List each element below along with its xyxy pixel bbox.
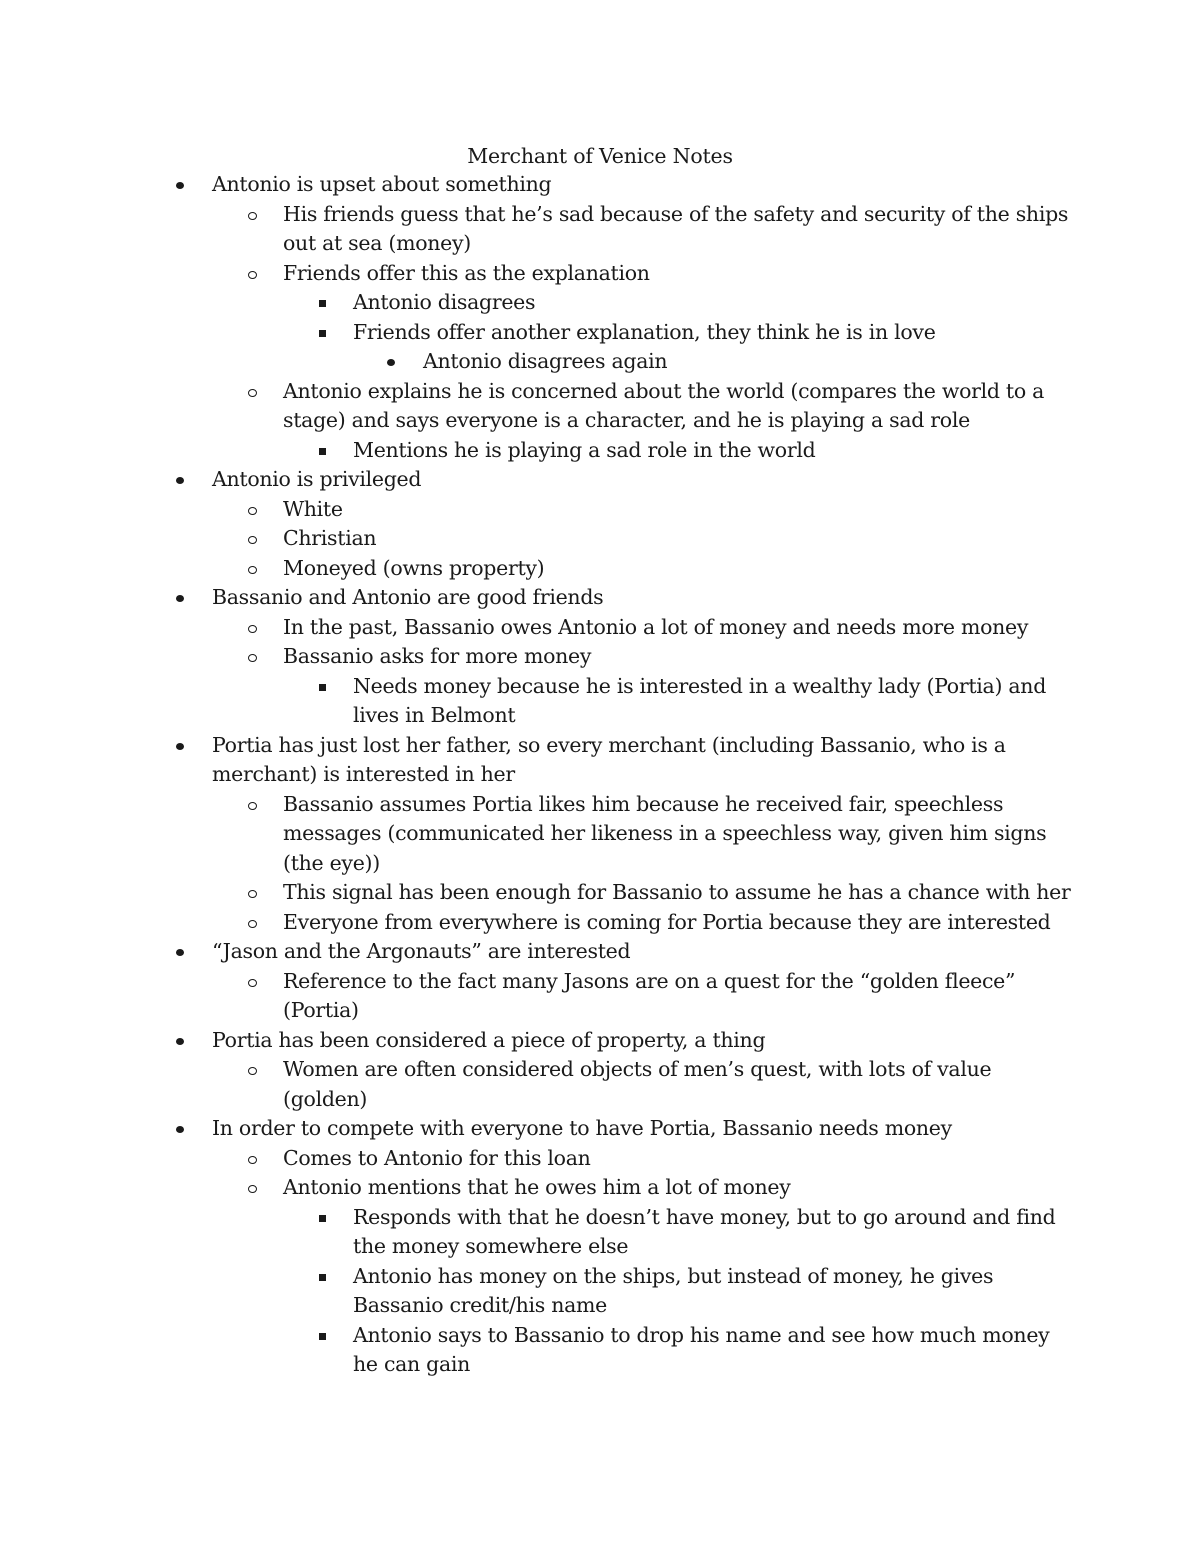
hollow-bullet-icon	[248, 200, 268, 230]
list-item-text: Antonio explains he is concerned about the world (compares the world to a stage) and says everyone is a character, and he is playing a sad role	[283, 378, 1045, 432]
filled-bullet-icon	[175, 170, 195, 200]
hollow-bullet-icon	[248, 878, 268, 908]
list-item-text: “Jason and the Argonauts” are interested	[212, 939, 631, 963]
list-item-text: Bassanio and Antonio are good friends	[212, 585, 604, 609]
list-item-text: In the past, Bassanio owes Antonio a lot of money and needs more money	[283, 614, 1029, 639]
filled-bullet-icon	[175, 1114, 195, 1144]
square-bullet-icon	[318, 318, 338, 348]
list-item-text: Friends offer this as the explanation	[283, 260, 650, 285]
list-item-text: Antonio mentions that he owes him a lot of money	[283, 1175, 791, 1199]
hollow-bullet-icon	[248, 259, 268, 289]
list-item	[283, 259, 1073, 289]
list-item	[212, 465, 1072, 495]
list-item	[283, 524, 1073, 554]
list-item-text: This signal has been enough for Bassanio to assume he has a chance with her	[283, 880, 1071, 904]
hollow-bullet-icon	[248, 790, 268, 820]
filled-bullet-icon	[175, 937, 195, 967]
list-item-text: Portia has just lost her father, so every merchant (including Bassanio, who is a merchant) is interested in her	[212, 732, 1006, 786]
list-item	[283, 878, 1073, 908]
square-bullet-icon	[318, 1321, 338, 1351]
list-item-text: Friends offer another explanation, they think he is in love	[353, 319, 936, 344]
list-item	[212, 731, 1072, 790]
list-item	[283, 642, 1073, 672]
hollow-bullet-icon	[248, 613, 268, 643]
list-item-text: Portia has been considered a piece of property, a thing	[212, 1027, 766, 1052]
square-bullet-icon	[318, 1262, 338, 1292]
list-item-text: Women are often considered objects of men’s quest, with lots of value (golden)	[283, 1057, 992, 1111]
list-item	[283, 200, 1073, 259]
hollow-bullet-icon	[248, 967, 268, 997]
list-item-text: Antonio disagrees	[353, 290, 536, 314]
hollow-bullet-icon	[248, 495, 268, 525]
hollow-bullet-icon	[248, 554, 268, 584]
list-item	[212, 937, 1072, 967]
filled-bullet-icon	[175, 465, 195, 495]
list-item	[283, 495, 1073, 525]
list-item	[283, 1055, 1073, 1114]
list-item-text: White	[283, 496, 343, 521]
hollow-bullet-icon	[248, 1173, 268, 1203]
list-item-text: Comes to Antonio for this loan	[283, 1145, 591, 1170]
list-item-text: Reference to the fact many Jasons are on a quest for the “golden fleece” (Portia)	[283, 968, 1016, 1022]
square-bullet-icon	[318, 436, 338, 466]
notes-outline	[0, 170, 1200, 1380]
list-item-text: Everyone from everywhere is coming for Portia because they are interested	[283, 909, 1051, 934]
filled-bullet-icon	[175, 731, 195, 761]
list-item	[283, 377, 1073, 436]
list-item	[283, 613, 1073, 643]
list-item	[353, 1262, 1073, 1321]
hollow-bullet-icon	[248, 1055, 268, 1085]
list-item	[283, 554, 1073, 584]
list-item	[353, 1321, 1073, 1380]
list-item	[212, 583, 1072, 613]
list-item	[283, 1144, 1073, 1174]
list-item	[353, 318, 1073, 348]
hollow-bullet-icon	[248, 642, 268, 672]
list-item-text: Mentions he is playing a sad role in the world	[353, 437, 816, 462]
list-item	[283, 1173, 1073, 1203]
list-item-text: Antonio is upset about something	[212, 172, 552, 196]
list-item	[212, 1114, 1072, 1144]
list-item-text: Needs money because he is interested in a wealthy lady (Portia) and lives in Belmont	[353, 673, 1047, 727]
list-item-text: Antonio says to Bassanio to drop his name and see how much money he can gain	[353, 1322, 1050, 1376]
list-item	[353, 1203, 1073, 1262]
list-item	[423, 347, 1073, 377]
filled-bullet-icon	[175, 1026, 195, 1056]
list-item	[283, 967, 1073, 1026]
list-item-text: Christian	[283, 526, 377, 550]
hollow-bullet-icon	[248, 1144, 268, 1174]
hollow-bullet-icon	[248, 524, 268, 554]
list-item	[283, 790, 1073, 879]
list-item	[353, 672, 1073, 731]
list-item	[212, 170, 1072, 200]
list-item	[353, 288, 1073, 318]
square-bullet-icon	[318, 672, 338, 702]
filled-bullet-icon	[175, 583, 195, 613]
hollow-bullet-icon	[248, 908, 268, 938]
hollow-bullet-icon	[248, 377, 268, 407]
list-item-text: His friends guess that he’s sad because of the safety and security of the ships out at sea (money)	[283, 201, 1069, 255]
list-item-text: In order to compete with everyone to have Portia, Bassanio needs money	[212, 1116, 952, 1140]
filled-bullet-icon	[386, 347, 406, 377]
list-item	[353, 436, 1073, 466]
list-item-text: Responds with that he doesn’t have money, but to go around and find the money somewhere else	[353, 1204, 1056, 1258]
list-item-text: Bassanio asks for more money	[283, 644, 592, 668]
list-item	[212, 1026, 1072, 1056]
list-item	[283, 908, 1073, 938]
list-item-text: Moneyed (owns property)	[283, 555, 545, 580]
list-item-text: Antonio disagrees again	[423, 349, 668, 373]
list-item-text: Bassanio assumes Portia likes him because he received fair, speechless messages (communicated her likeness in a speechless way, given him signs (the eye))	[283, 791, 1047, 875]
square-bullet-icon	[318, 288, 338, 318]
square-bullet-icon	[318, 1203, 338, 1233]
document-title: Merchant of Venice Notes	[467, 144, 733, 168]
list-item-text: Antonio has money on the ships, but instead of money, he gives Bassanio credit/his name	[353, 1263, 994, 1317]
list-item-text: Antonio is privileged	[212, 467, 422, 491]
